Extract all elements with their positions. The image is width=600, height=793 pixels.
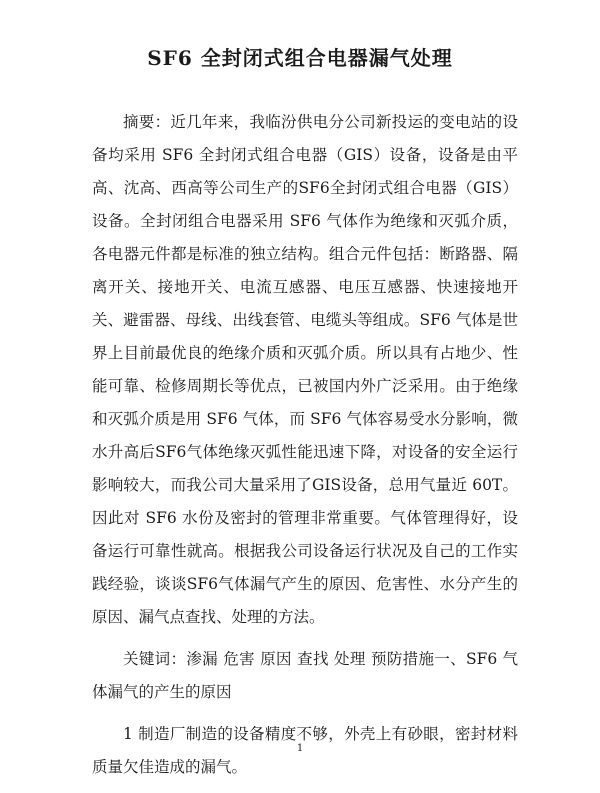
cause-item-1: 1 制造厂制造的设备精度不够，外壳上有砂眼，密封材料质量欠佳造成的漏气。 <box>92 725 518 776</box>
abstract-paragraph: 摘要：近几年来，我临汾供电分公司新投运的变电站的设备均采用 SF6 全封闭式组合电器（GIS）设备，设备是由平高、沈高、西高等公司生产的SF6全封闭式组合电器（GIS）设备。全封闭组合电器采用 SF6 气体作为绝缘和灭弧介质，各电器元件都是标准的独立结构。组合元件包括：断路器、隔离开关、接地开关、电流互感器、电压互感器、快速接地开关、避雷器、母线、出线套管、电缆头等组成。SF6 气体是世界上目前最优良的绝缘介质和灭弧介质。所以具有占地少、性能可靠、检修周期长等优点，已被国内外广泛采用。由于绝缘和灭弧介质是用 SF6 气体，而 SF6 气体容易受水分影响，微水升高后SF6气体绝缘灭弧性能迅速下降，对设备的安全运行影响较大，而我公司大量采用了GIS设备，总用气量近 60T。因此对 SF6 水份及密封的管理非常重要。气体管理得好，设备运行可靠性就高。根据我公司设备运行状况及自己的工作实践经验，谈谈SF6气体漏气产生的原因、危害性、水分产生的原因、漏气点查找、处理的方法。 <box>92 113 518 626</box>
document-body <box>92 106 518 793</box>
keywords-paragraph: 关键词：渗漏 危害 原因 查找 处理 预防措施一、SF6 气体漏气的产生的原因 <box>92 650 518 701</box>
document-title: SF6 全封闭式组合电器漏气处理 <box>147 46 453 70</box>
page-number: 1 <box>296 743 304 754</box>
